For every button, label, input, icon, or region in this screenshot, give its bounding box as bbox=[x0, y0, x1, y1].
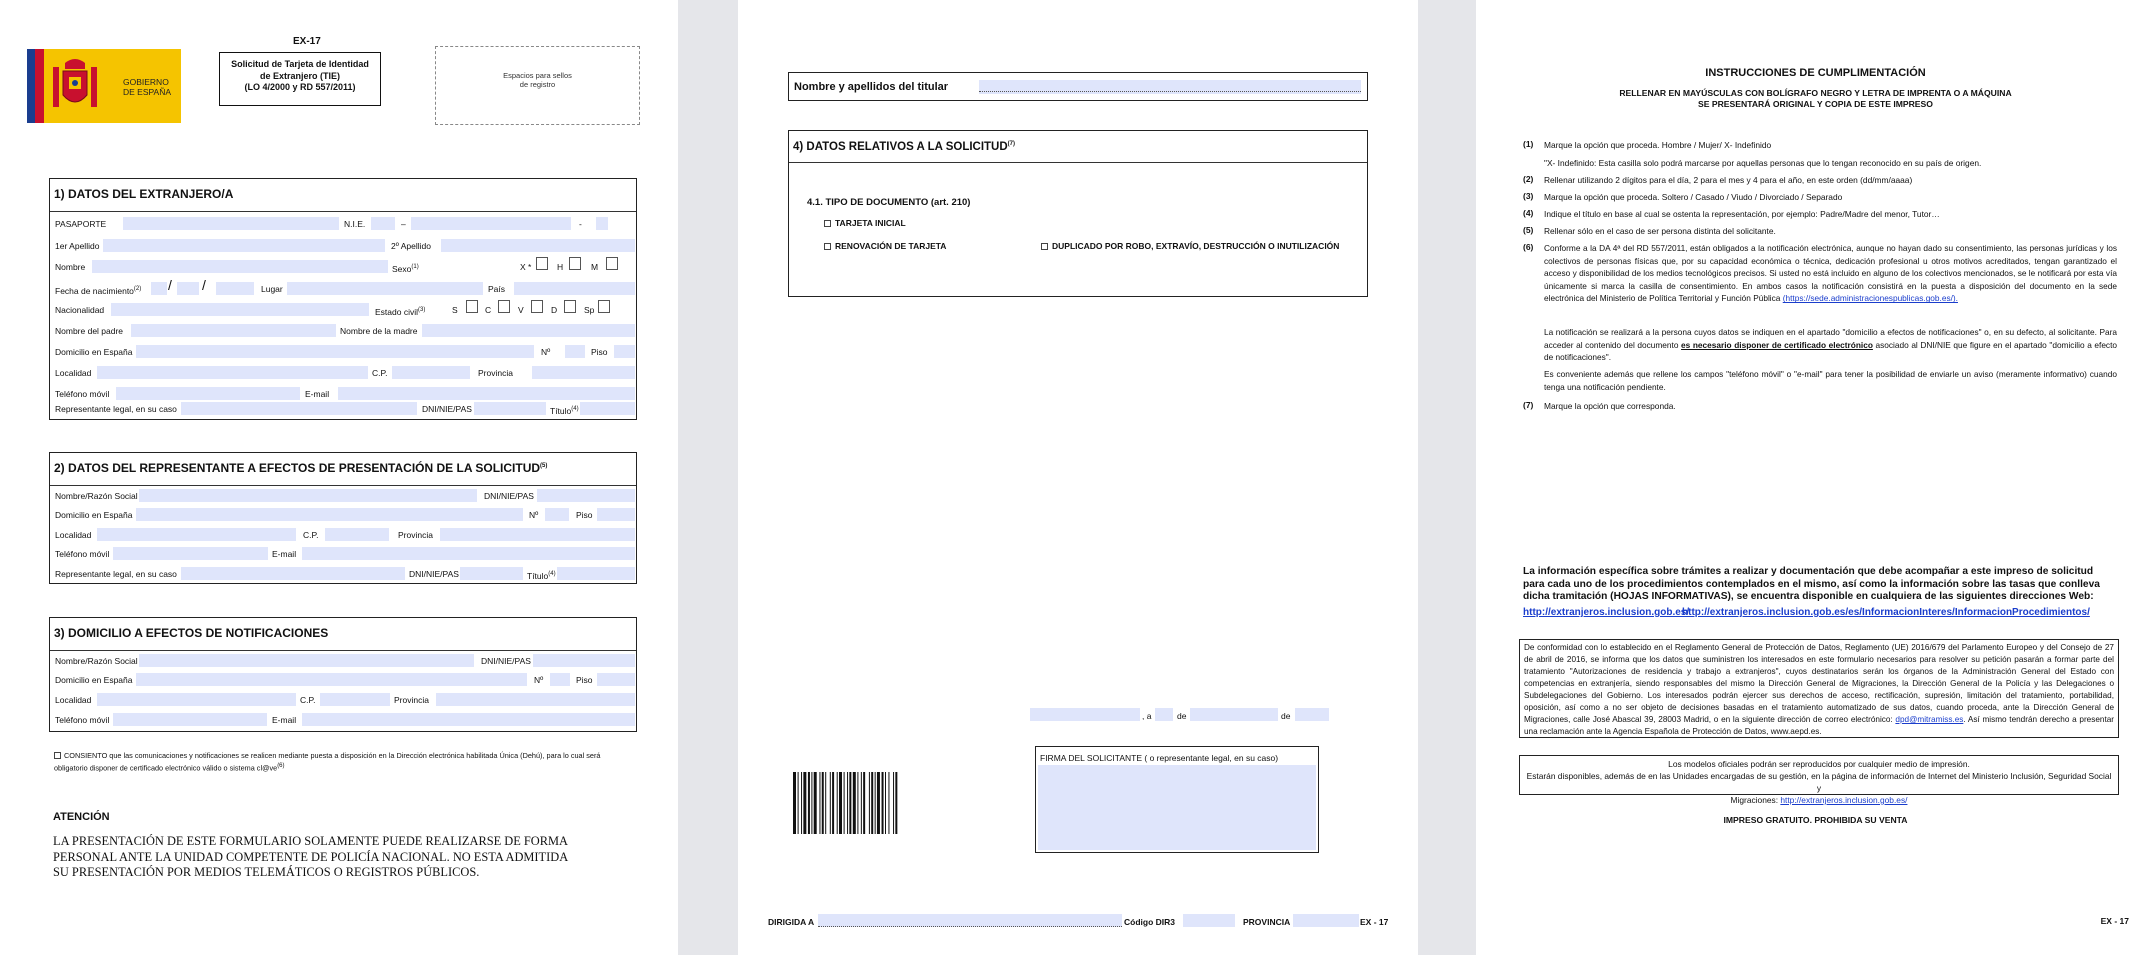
civil-sp-label: Sp bbox=[584, 305, 595, 315]
civil-status-label: Estado civil$^{(3)}$ bbox=[375, 306, 426, 317]
footer-province-label: PROVINCIA bbox=[1243, 917, 1291, 927]
locality-input[interactable] bbox=[97, 366, 368, 379]
notif-number-label: Nº bbox=[534, 675, 544, 685]
rep-floor-label: Piso bbox=[576, 510, 593, 520]
note-number: (7) bbox=[1523, 400, 1534, 410]
logo-text: GOBIERNO DE ESPAÑA bbox=[123, 77, 172, 97]
note-number: (3) bbox=[1523, 191, 1534, 201]
holder-name-label: Nombre y apellidos del titular bbox=[794, 81, 949, 93]
postal-code-input[interactable] bbox=[392, 366, 470, 379]
note-number: (4) bbox=[1523, 208, 1534, 218]
civil-c-checkbox[interactable] bbox=[498, 300, 510, 313]
signature-box bbox=[1035, 746, 1319, 853]
signature-input[interactable] bbox=[1038, 765, 1316, 850]
date-a-label: , a bbox=[1142, 711, 1152, 721]
notif-cp-label: C.P. bbox=[300, 695, 316, 705]
renewal-checkbox[interactable] bbox=[824, 243, 831, 250]
legal-rep-input[interactable] bbox=[181, 402, 417, 415]
note-text: Rellenar utilizando 2 dígitos para el día, 2 para el mes y 4 para el año, en este orden (dd/mm/aaaa) bbox=[1544, 175, 1913, 185]
notif-floor-label: Piso bbox=[576, 675, 593, 685]
notif-email-label: E-mail bbox=[272, 715, 297, 725]
section-foreigner-data bbox=[49, 178, 637, 420]
notif-address-input[interactable] bbox=[136, 673, 527, 686]
birthplace-label: Lugar bbox=[261, 284, 283, 294]
month-input[interactable] bbox=[1190, 708, 1278, 721]
year-input[interactable] bbox=[1295, 708, 1329, 721]
rep-name-label: Nombre/Razón Social bbox=[55, 491, 138, 501]
rep-legal-label: Representante legal, en su caso bbox=[55, 569, 177, 579]
country-label: País bbox=[488, 284, 506, 294]
father-label: Nombre del padre bbox=[55, 326, 124, 336]
date-de-label: de bbox=[1177, 711, 1187, 721]
sex-m-checkbox[interactable] bbox=[606, 257, 618, 270]
birthplace-input[interactable] bbox=[287, 282, 483, 295]
dir3-code-label: Código DIR3 bbox=[1124, 917, 1175, 927]
note-number: (6) bbox=[1523, 242, 1534, 252]
form-code: EX-17 bbox=[293, 36, 321, 47]
email-label: E-mail bbox=[305, 389, 330, 399]
notif-email-input[interactable] bbox=[302, 713, 635, 726]
notif-locality-label: Localidad bbox=[55, 695, 92, 705]
sex-h-label: H bbox=[557, 262, 564, 272]
web-link-1[interactable]: http://extranjeros.inclusion.gob.es/ bbox=[1523, 607, 1690, 618]
civil-s-checkbox[interactable] bbox=[466, 300, 478, 313]
dpd-email-link[interactable]: dpd@mitramiss.es bbox=[1895, 715, 1964, 724]
consent-text-2: obligatorio disponer de certificado electrónico válido o sistema $cl@ve^{(6)}$ bbox=[54, 763, 285, 773]
barcode bbox=[793, 772, 998, 834]
rep-id-label: DNI/NIE/PAS bbox=[484, 491, 534, 501]
government-logo bbox=[27, 49, 181, 123]
coat-of-arms-icon bbox=[49, 55, 101, 117]
province-label: Provincia bbox=[478, 368, 513, 378]
rep-legal-id-label: DNI/NIE/PAS bbox=[409, 569, 459, 579]
dir3-code-input[interactable] bbox=[1183, 914, 1235, 927]
directed-to-label: DIRIGIDA A bbox=[768, 917, 815, 927]
notif-name-label: Nombre/Razón Social bbox=[55, 656, 138, 666]
attention-text: LA PRESENTACIÓN DE ESTE FORMULARIO SOLAMENTE PUEDE REALIZARSE DE FORMA PERSONAL ANTE LA UNIDAD COMPETENTE DE POLICÍA NACIONAL. NO ESTA ADMITIDA SU PRESENTACIÓN POR MEDIOS TELEMÁTICOS O REGISTROS PÚBLICOS. bbox=[53, 834, 569, 879]
number-input[interactable] bbox=[565, 345, 585, 358]
duplicate-label: DUPLICADO POR ROBO, EXTRAVÍO, DESTRUCCIÓN O INUTILIZACIÓN bbox=[1052, 241, 1340, 251]
floor-input[interactable] bbox=[614, 345, 635, 358]
notif-address-label: Domicilio en España bbox=[55, 675, 133, 685]
legal-rep-id-input[interactable] bbox=[474, 402, 546, 415]
province-input[interactable] bbox=[532, 366, 635, 379]
birthdate-label: Fecha de nacimiento$^{(2)}$ bbox=[55, 285, 142, 296]
rep-legal-input[interactable] bbox=[181, 567, 405, 580]
form-title-box bbox=[219, 52, 381, 106]
number-label: Nº bbox=[541, 347, 551, 357]
note-text: Marque la opción que corresponda. bbox=[1544, 401, 1676, 411]
info-paragraph: La información específica sobre trámites a realizar y documentación que debe acompañar a este impreso de solicitud para cada uno de los procedimientos contemplados en el mismo, así como la información sobre las tasas que conlleva dicha tramitación (HOJAS INFORMATIVAS), se encuentra disponible en cualquiera de las siguientes direcciones Web: bbox=[1523, 566, 2100, 603]
form-title-line: Solicitud de Tarjeta de Identidad bbox=[231, 59, 369, 69]
note-text: Marque la opción que proceda. Hombre / Mujer/ X- Indefinido bbox=[1544, 140, 1772, 150]
address-input[interactable] bbox=[136, 345, 534, 358]
nie-check-input[interactable] bbox=[596, 217, 608, 230]
form-page-2 bbox=[738, 0, 1418, 955]
section-title: 4) DATOS RELATIVOS A LA SOLICITUD$^{(7)}$ bbox=[793, 141, 1016, 153]
note-text: Es conveniente además que rellene los campos "teléfono móvil" o "e-mail" para tener la posibilidad de enviarle un aviso (meramente informativo) cuando tenga una notificación pendiente. bbox=[1544, 369, 2117, 392]
web-link-2[interactable]: http://extranjeros.inclusion.gob.es/es/InformacionInteres/InformacionProcedimientos/ bbox=[1682, 607, 2090, 618]
civil-v-label: V bbox=[518, 305, 524, 315]
notif-phone-label: Teléfono móvil bbox=[55, 715, 110, 725]
initial-card-label: TARJETA INICIAL bbox=[835, 218, 906, 228]
rep-email-label: E-mail bbox=[272, 549, 297, 559]
nationality-input[interactable] bbox=[111, 303, 369, 316]
instructions-title: INSTRUCCIONES DE CUMPLIMENTACIÓN bbox=[1705, 67, 1926, 79]
rep-number-input[interactable] bbox=[545, 508, 569, 521]
rep-floor-input[interactable] bbox=[597, 508, 635, 521]
note-text: La notificación se realizará a la persona cuyos datos se indiquen en el apartado "domicilio a efectos de notificaciones" o, en su defecto, al solicitante. Para acceder al contenido del documento es necesario disponer de certificado electrónico asociado al DNI/NIE que figure en el apartado "domicilio a efecto de notificaciones". bbox=[1544, 327, 2117, 363]
notif-number-input[interactable] bbox=[550, 673, 570, 686]
birth-year-input[interactable] bbox=[216, 282, 254, 295]
surname1-label: 1er Apellido bbox=[55, 241, 100, 251]
models-link[interactable]: http://extranjeros.inclusion.gob.es/ bbox=[1780, 795, 1908, 805]
date-de2-label: de bbox=[1281, 711, 1291, 721]
notif-locality-input[interactable] bbox=[97, 693, 296, 706]
rep-cp-input[interactable] bbox=[325, 528, 389, 541]
official-models-box: Los modelos oficiales podrán ser reproducidos por cualquier medio de impresión. Estarán disponibles, además de en las Unidades encargadas de su gestión, en la página de información de Internet del Ministerio Inclusión, Seguridad Social y Migraciones: http://extranjeros.inclusion.gob.es/ bbox=[1519, 755, 2119, 795]
title-label: Título$^{(4)}$ bbox=[550, 405, 579, 416]
civil-d-label: D bbox=[551, 305, 558, 315]
nie-label: N.I.E. bbox=[344, 219, 366, 229]
duplicate-checkbox[interactable] bbox=[1041, 243, 1048, 250]
form-title-line: (LO 4/2000 y RD 557/2011) bbox=[244, 82, 356, 92]
legal-rep-id-label: DNI/NIE/PAS bbox=[422, 404, 472, 414]
rep-cp-label: C.P. bbox=[303, 530, 319, 540]
mother-input[interactable] bbox=[422, 324, 635, 337]
consent-checkbox[interactable] bbox=[54, 752, 61, 759]
notif-phone-input[interactable] bbox=[113, 713, 267, 726]
phone-input[interactable] bbox=[116, 387, 300, 400]
civil-v-checkbox[interactable] bbox=[531, 300, 543, 313]
note-number: (5) bbox=[1523, 225, 1534, 235]
notif-name-input[interactable] bbox=[139, 654, 474, 667]
sex-label: Sexo$^{(1)}$ bbox=[392, 263, 419, 274]
form-title-line: de Extranjero (TIE) bbox=[259, 70, 340, 81]
notif-province-label: Provincia bbox=[394, 695, 429, 705]
rep-province-input[interactable] bbox=[440, 528, 635, 541]
title-input[interactable] bbox=[580, 402, 635, 415]
rep-locality-input[interactable] bbox=[97, 528, 296, 541]
note-text: Indique el título en base al cual se ostenta la representación, por ejemplo: Padre/Madre del menor, Tutor… bbox=[1544, 209, 1940, 219]
father-input[interactable] bbox=[131, 324, 336, 337]
legal-rep-label: Representante legal, en su caso bbox=[55, 404, 177, 414]
sex-h-checkbox[interactable] bbox=[569, 257, 581, 270]
address-label: Domicilio en España bbox=[55, 347, 133, 357]
data-protection-box: De conformidad con lo establecido en el Reglamento General de Protección de Datos, Reglamento (UE) 2016/679 del Parlamento Europeo y del Consejo de 27 de abril de 2016, se informa que los datos que suministren los interesados en este formulario necesarios para resolver su petición pasarán a formar parte del tratamiento "Autorizaciones de residencia y trabajo a extranjeros", cuyos destinatarios serán los órganos de la Administración General del Estado con competencias en extranjería, siendo responsables del mismo la Dirección General de Migraciones, la Dirección General de la Policía y las Delegaciones o Subdelegaciones del Gobierno. Los interesados podrán ejercer sus derechos de acceso, rectificación, supresión, limitación del tratamiento, portabilidad, oposición, así como a no ser objeto de decisiones basadas en el tratamiento automatizado de sus datos, cuando proceda, ante la Dirección General de Migraciones, calle José Abascal 39, 28003 Madrid, o en la siguiente dirección de correo electrónico: dpd@mitramiss.es. Así mismo tendrán derecho a presentar una reclamación ante la Agencia Española de Protección de Datos, www.aepd.es. bbox=[1519, 639, 2119, 738]
note-text: "X- Indefinido: Esta casilla solo podrá marcarse por aquellas personas que lo tengan reconocido en su país de origen. bbox=[1544, 158, 1982, 168]
place-input[interactable] bbox=[1030, 708, 1140, 721]
birth-day-input[interactable] bbox=[151, 282, 167, 295]
name-label: Nombre bbox=[55, 262, 86, 272]
floor-label: Piso bbox=[591, 347, 608, 357]
phone-label: Teléfono móvil bbox=[55, 389, 110, 399]
section-title: 2) DATOS DEL REPRESENTANTE A EFECTOS DE PRESENTACIÓN DE LA SOLICITUD$^{(5)}$ bbox=[54, 461, 548, 475]
section-title: 3) DOMICILIO A EFECTOS DE NOTIFICACIONES bbox=[54, 626, 329, 640]
notif-floor-input[interactable] bbox=[597, 673, 635, 686]
surname2-input[interactable] bbox=[441, 239, 635, 252]
rep-province-label: Provincia bbox=[398, 530, 433, 540]
passport-input[interactable] bbox=[123, 217, 339, 230]
consent-text: CONSIENTO que las comunicaciones y notificaciones se realicen mediante puesta a disposición en la Dirección electrónica habilitada Única (Dehú), para lo cual será bbox=[64, 751, 601, 760]
footer-province-input[interactable] bbox=[1293, 914, 1359, 927]
note-text: Conforme a la DA 4ª del RD 557/2011, están obligados a la notificación electrónica, aunque no hayan dado su consentimiento, las personas jurídicas y los colectivos de personas físicas que, por su capacidad económica o técnica, dedicación profesional u otros motivos acreditados, tengan garantizado el acceso y disponibilidad de los medios tecnológicos precisos. Si usted no está incluido en alguno de los colectivos mencionados, se le notificará por esta vía únicamente si marca la casilla de consentimiento. En ambos casos la notificación consistirá en la puesta a disposición del documento en la sede electrónica del Ministerio de Política Territorial y Función Pública (https://sede.administracionespublicas.gob.es/). bbox=[1544, 243, 2117, 304]
rep-name-input[interactable] bbox=[139, 489, 477, 502]
name-input[interactable] bbox=[92, 260, 388, 273]
note-number: (2) bbox=[1523, 174, 1534, 184]
notif-id-label: DNI/NIE/PAS bbox=[481, 656, 531, 666]
renewal-label: RENOVACIÓN DE TARJETA bbox=[835, 241, 947, 251]
nie-letter-input[interactable] bbox=[371, 217, 395, 230]
rep-number-label: Nº bbox=[529, 510, 539, 520]
notif-province-input[interactable] bbox=[436, 693, 635, 706]
rep-locality-label: Localidad bbox=[55, 530, 92, 540]
note-text: Marque la opción que proceda. Soltero / Casado / Viudo / Divorciado / Separado bbox=[1544, 192, 1843, 202]
rep-email-input[interactable] bbox=[302, 547, 635, 560]
section-title: 1) DATOS DEL EXTRANJERO/A bbox=[54, 187, 234, 201]
civil-s-label: S bbox=[452, 305, 458, 315]
postal-code-label: C.P. bbox=[372, 368, 388, 378]
nationality-label: Nacionalidad bbox=[55, 305, 105, 315]
rep-address-label: Domicilio en España bbox=[55, 510, 133, 520]
instructions-page bbox=[1476, 0, 2155, 955]
notif-cp-input[interactable] bbox=[320, 693, 390, 706]
holder-name-box bbox=[788, 72, 1368, 101]
surname2-label: 2º Apellido bbox=[391, 241, 431, 251]
free-form-notice: IMPRESO GRATUITO. PROHIBIDA SU VENTA bbox=[1723, 815, 1908, 825]
note-text: Rellenar sólo en el caso de ser persona distinta del solicitante. bbox=[1544, 226, 1776, 236]
registry-stamp-box: Espacios para sellos de registro bbox=[435, 46, 640, 125]
surname1-input[interactable] bbox=[103, 239, 385, 252]
rep-legal-id-input[interactable] bbox=[460, 567, 523, 580]
form-page-1: EX-17 GOBIERNO DE ESPAÑA Solicitud de Tarjeta de Identidad de Extranjero (TIE) (LO 4/2000 y RD 557/2011) Espacios para sellos de registro 1) DATOS DEL EXTRANJERO/A PASAPORTE N.I.E. – - 1er Apellido 2º Apellido Nombre Sexo$^{(1)}$ X * H M Fecha de nacimiento$^{(2)}$ / / Lugar País Nacionalidad Estado civil$^{(3)}$ S C V D Sp Nombre del padre Nombre de la madre Domicilio en España Nº Piso Localidad C.P. Provincia Teléfono móvil E-mail Representante legal, en su caso DNI/NIE/PAS Título$^{(4)}$ 2) DATOS DEL REPRESENTANTE A EFECTOS DE PRESENTACIÓN DE LA SOLICITUD$^{(5)}$ Nombre/Razón Social DNI/NIE/PAS Domicilio en España Nº Piso Localidad C.P. Provincia Teléfono móvil E-mail Representante legal, en su caso DNI/NIE/PAS Título$^{(4)}$ 3) DOMICILIO A EFECTOS DE NOTIFICACIONES Nombre/Razón Social DNI/NIE/PAS Domicilio en España Nº Piso Localidad C.P. Provincia Teléfono móvil E-mail CONSIENTO que las comunicaciones y notificaciones se realicen mediante puesta a disposición en la Dirección electrónica habilitada Única (Dehú), para lo cual será obligatorio disponer de certificado electrónico válido o sistema $cl@ve^{(6)}$ ATENCIÓN LA PRESENTACIÓN DE ESTE FORMULARIO SOLAMENTE PUEDE REALIZARSE DE FORMA PERSONAL ANTE LA UNIDAD COMPETENTE DE POLICÍA NACIONAL. NO ESTA ADMITIDA SU PRESENTACIÓN POR MEDIOS TELEMÁTICOS O REGISTROS PÚBLICOS. bbox=[0, 0, 678, 955]
day-input[interactable] bbox=[1155, 708, 1173, 721]
rep-phone-label: Teléfono móvil bbox=[55, 549, 110, 559]
section-application-data bbox=[788, 130, 1368, 297]
civil-sp-checkbox[interactable] bbox=[598, 300, 610, 313]
civil-d-checkbox[interactable] bbox=[564, 300, 576, 313]
sex-x-checkbox[interactable] bbox=[536, 257, 548, 270]
page-code: EX - 17 bbox=[2100, 916, 2129, 926]
sede-link[interactable]: (https://sede.administracionespublicas.gob.es/). bbox=[1782, 293, 1958, 304]
initial-card-checkbox[interactable] bbox=[824, 220, 831, 227]
note-number: (1) bbox=[1523, 139, 1534, 149]
rep-phone-input[interactable] bbox=[113, 547, 268, 560]
rep-id-input[interactable] bbox=[537, 489, 635, 502]
birth-month-input[interactable] bbox=[177, 282, 199, 295]
document-type-label: 4.1. TIPO DE DOCUMENTO (art. 210) bbox=[807, 197, 971, 208]
rep-title-label: Título$^{(4)}$ bbox=[527, 570, 556, 581]
signature-label: FIRMA DEL SOLICITANTE ( o representante legal, en su caso) bbox=[1040, 753, 1279, 763]
locality-label: Localidad bbox=[55, 368, 92, 378]
sex-x-label: X bbox=[520, 262, 526, 272]
civil-c-label: C bbox=[485, 305, 492, 315]
attention-heading: ATENCIÓN bbox=[53, 811, 110, 823]
nie-number-input[interactable] bbox=[411, 217, 571, 230]
country-input[interactable] bbox=[514, 282, 635, 295]
notif-id-input[interactable] bbox=[533, 654, 635, 667]
sex-m-label: M bbox=[591, 262, 599, 272]
rep-title-input[interactable] bbox=[557, 567, 635, 580]
email-input[interactable] bbox=[338, 387, 635, 400]
passport-label: PASAPORTE bbox=[55, 219, 107, 229]
instructions-subtitle: RELLENAR EN MAYÚSCULAS CON BOLÍGRAFO NEGRO Y LETRA DE IMPRENTA O A MÁQUINA SE PRESENTARÁ ORIGINAL Y COPIA DE ESTE IMPRESO bbox=[1619, 88, 2012, 109]
mother-label: Nombre de la madre bbox=[340, 326, 418, 336]
rep-address-input[interactable] bbox=[136, 508, 523, 521]
page-code: EX - 17 bbox=[1360, 917, 1389, 927]
